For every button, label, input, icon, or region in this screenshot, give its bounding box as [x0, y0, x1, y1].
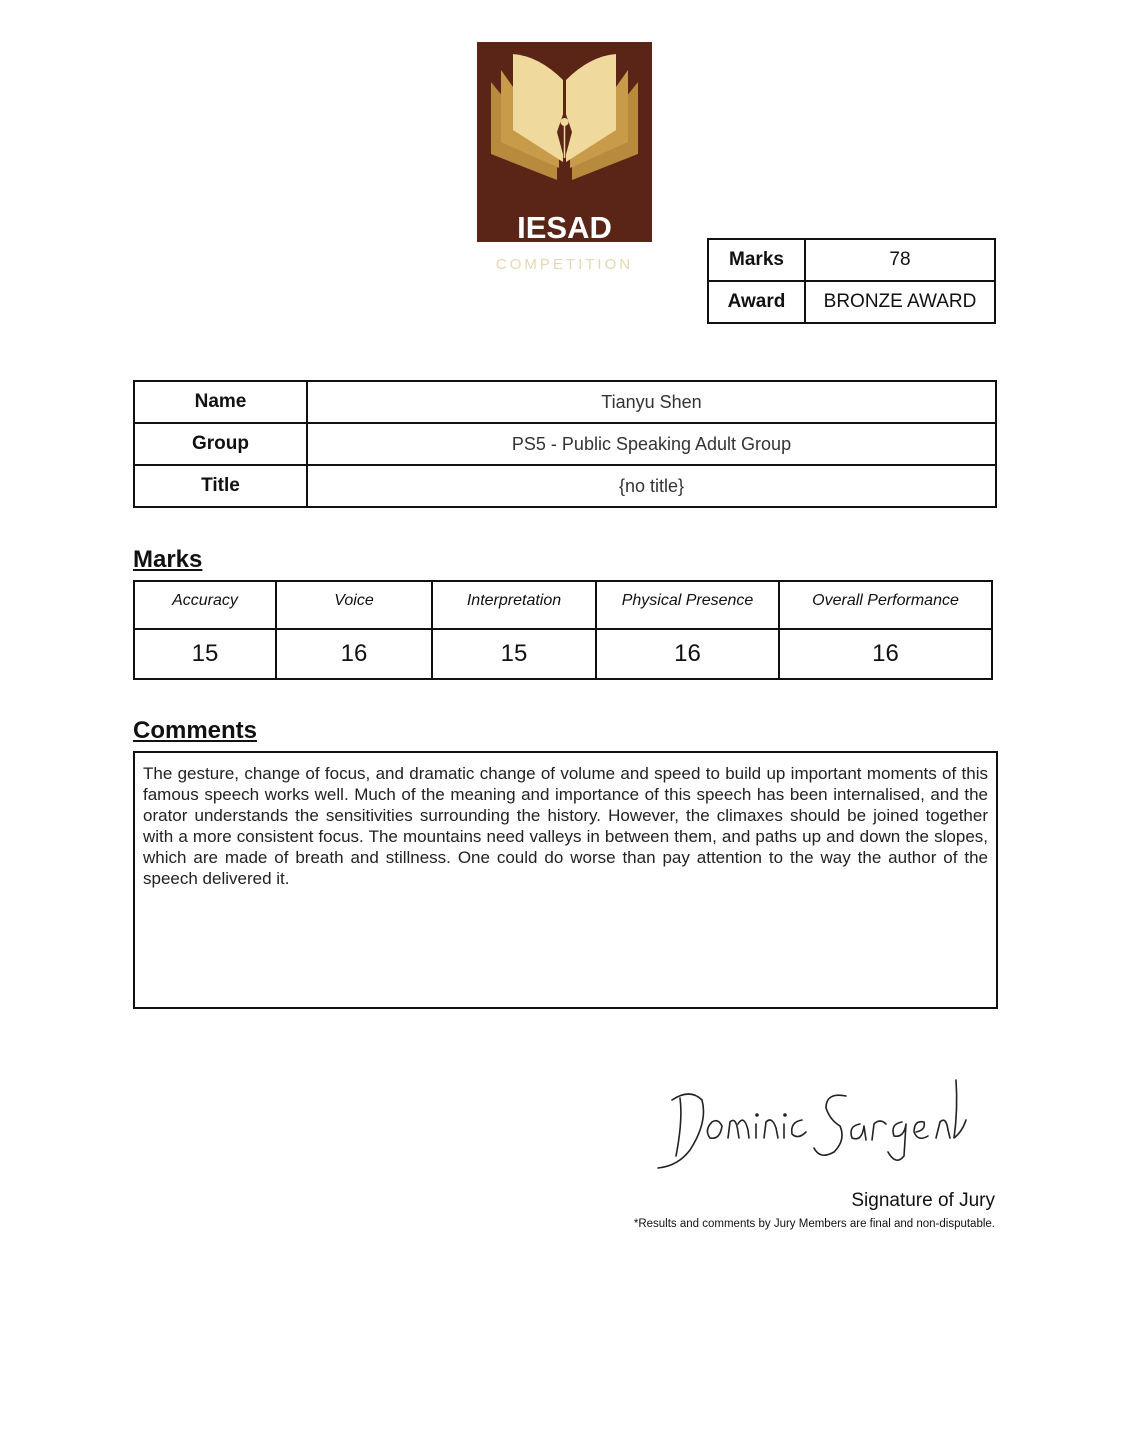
marks-value: 78: [805, 239, 995, 281]
criterion-accuracy-label: Accuracy: [134, 581, 276, 629]
group-value: PS5 - Public Speaking Adult Group: [307, 423, 996, 465]
title-label: Title: [134, 465, 307, 507]
criterion-overall-performance-label: Overall Performance: [779, 581, 992, 629]
criterion-voice-score: 16: [276, 629, 432, 679]
disclaimer-note: *Results and comments by Jury Members are final and non-disputable.: [633, 1218, 995, 1230]
criterion-accuracy-score: 15: [134, 629, 276, 679]
logo-brand-text: IESAD: [517, 210, 612, 245]
comments-text: The gesture, change of focus, and dramatic change of volume and speed to build up important moments of this famous speech works well. Much of the meaning and importance of this speech has been internalised, and the orator understands the sensitivities surrounding the history. However, the climaxes should be joined together with a more consistent focus. The mountains need valleys in between them, and paths up and down the slopes, which are made of breath and stillness. One could do worse than pay attention to the way the author of the speech delivered it.: [143, 764, 988, 888]
award-value: BRONZE AWARD: [805, 281, 995, 323]
marks-label: Marks: [708, 239, 805, 281]
criterion-voice-label: Voice: [276, 581, 432, 629]
criterion-overall-performance-score: 16: [779, 629, 992, 679]
comments-box: [133, 751, 998, 1009]
criterion-physical-presence-score: 16: [596, 629, 779, 679]
name-value: Tianyu Shen: [307, 381, 996, 423]
jury-signature: [650, 1060, 995, 1180]
marks-breakdown-table: [133, 580, 993, 680]
criterion-physical-presence-label: Physical Presence: [596, 581, 779, 629]
marks-heading: Marks: [133, 546, 203, 573]
info-row-name: [134, 381, 996, 423]
criterion-interpretation-label: Interpretation: [432, 581, 596, 629]
score-row-award: [708, 281, 995, 323]
score-summary-table: [707, 238, 996, 324]
marks-header-row: [134, 581, 992, 629]
info-row-title: [134, 465, 996, 507]
criterion-interpretation-score: 15: [432, 629, 596, 679]
logo-subtitle-text: COMPETITION: [495, 256, 634, 273]
award-label: Award: [708, 281, 805, 323]
participant-info-table: [133, 380, 997, 508]
title-value: {no title}: [307, 465, 996, 507]
comments-heading: Comments: [133, 717, 258, 744]
signature-label: Signature of Jury: [851, 1190, 995, 1211]
group-label: Group: [134, 423, 307, 465]
score-row-marks: [708, 239, 995, 281]
name-label: Name: [134, 381, 307, 423]
info-row-group: [134, 423, 996, 465]
competition-logo: [477, 42, 652, 273]
marks-value-row: [134, 629, 992, 679]
